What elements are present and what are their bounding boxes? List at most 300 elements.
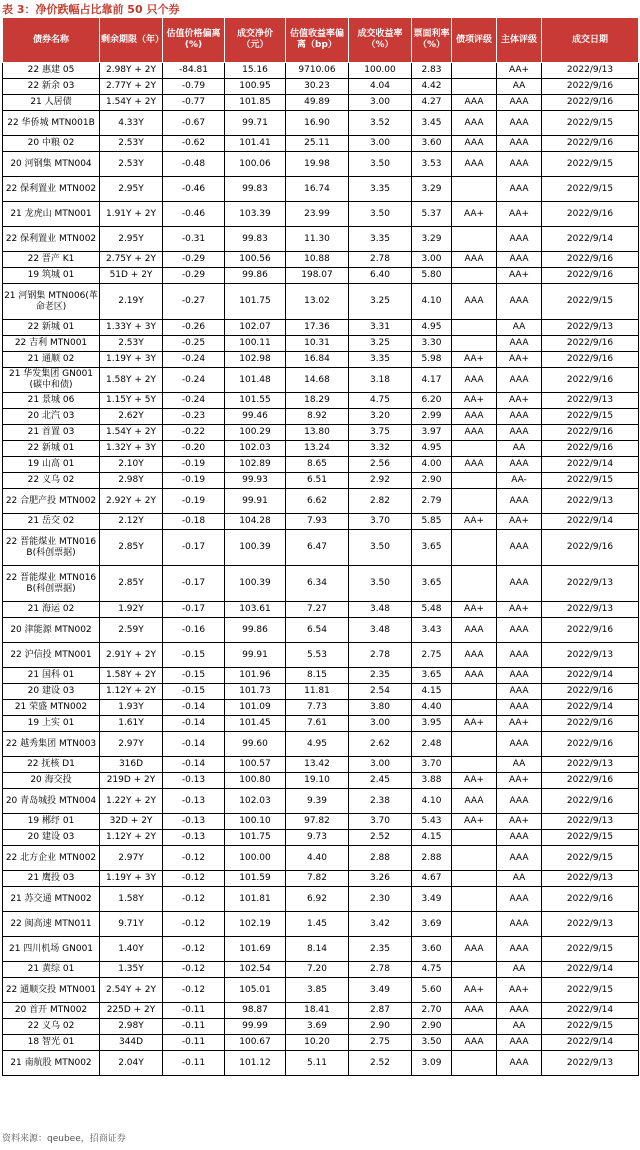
bond-name-cell: 21 景城 06	[3, 393, 100, 409]
trade-date-cell: 2022/9/16	[542, 352, 639, 368]
trade-yield-cell: 3.50	[349, 152, 412, 177]
coupon-rate-cell: 4.10	[412, 284, 452, 320]
trade-price-cell: 100.06	[225, 152, 286, 177]
trade-price-cell: 99.86	[225, 618, 286, 643]
coupon-rate-cell: 3.29	[412, 227, 452, 252]
price-deviation-cell: -0.14	[163, 700, 225, 716]
coupon-rate-cell: 4.42	[412, 79, 452, 95]
issuer-rating-cell: AA+	[497, 773, 542, 789]
table-row	[3, 79, 639, 95]
coupon-rate-cell: 5.60	[412, 978, 452, 1003]
price-deviation-cell: -0.29	[163, 268, 225, 284]
bond-name-cell: 21 南航股 MTN002	[3, 1051, 100, 1076]
price-deviation-cell: -0.12	[163, 962, 225, 978]
trade-price-cell: 99.91	[225, 489, 286, 514]
bond-name-cell: 21 岳交 02	[3, 514, 100, 530]
trade-price-cell: 99.83	[225, 177, 286, 202]
col-header-trade-price: 成交净价（元）	[225, 18, 286, 63]
yield-deviation-cell: 16.84	[286, 352, 349, 368]
trade-price-cell: 102.19	[225, 912, 286, 937]
coupon-rate-cell: 3.70	[412, 757, 452, 773]
table-row	[3, 95, 639, 111]
issue-rating-cell	[452, 177, 497, 202]
yield-deviation-cell: 16.90	[286, 111, 349, 136]
remaining-term-cell: 2.91Y + 2Y	[100, 643, 163, 668]
trade-price-cell: 101.48	[225, 368, 286, 393]
issuer-rating-cell: AA	[497, 79, 542, 95]
trade-yield-cell: 2.62	[349, 732, 412, 757]
issuer-rating-cell: AA-	[497, 473, 542, 489]
trade-price-cell: 99.71	[225, 111, 286, 136]
trade-date-cell: 2022/9/16	[542, 732, 639, 757]
bond-name-cell: 20 津能源 MTN002	[3, 618, 100, 643]
col-header-bond-name: 债券名称	[3, 18, 100, 63]
trade-price-cell: 102.03	[225, 789, 286, 814]
price-deviation-cell: -0.25	[163, 336, 225, 352]
remaining-term-cell: 4.33Y	[100, 111, 163, 136]
trade-date-cell: 2022/9/13	[542, 63, 639, 79]
issue-rating-cell	[452, 79, 497, 95]
issue-rating-cell	[452, 962, 497, 978]
price-deviation-cell: -0.13	[163, 830, 225, 846]
price-deviation-cell: -0.79	[163, 79, 225, 95]
trade-date-cell: 2022/9/15	[542, 284, 639, 320]
trade-yield-cell: 3.48	[349, 602, 412, 618]
table-row	[3, 887, 639, 912]
bond-name-cell: 22 新城 01	[3, 441, 100, 457]
yield-deviation-cell: 11.30	[286, 227, 349, 252]
header-row	[3, 18, 639, 63]
coupon-rate-cell: 4.17	[412, 368, 452, 393]
trade-price-cell: 100.67	[225, 1035, 286, 1051]
trade-price-cell: 101.85	[225, 95, 286, 111]
coupon-rate-cell: 6.20	[412, 393, 452, 409]
yield-deviation-cell: 10.20	[286, 1035, 349, 1051]
bond-name-cell: 20 北汽 03	[3, 409, 100, 425]
bond-name-cell: 21 黄综 01	[3, 962, 100, 978]
trade-price-cell: 100.57	[225, 757, 286, 773]
coupon-rate-cell: 2.88	[412, 846, 452, 871]
issue-rating-cell: AAA	[452, 284, 497, 320]
price-deviation-cell: -0.17	[163, 530, 225, 566]
yield-deviation-cell: 7.73	[286, 700, 349, 716]
trade-yield-cell: 3.00	[349, 136, 412, 152]
trade-price-cell: 103.39	[225, 202, 286, 227]
issuer-rating-cell: AAA	[497, 368, 542, 393]
table-row	[3, 978, 639, 1003]
table-row	[3, 1019, 639, 1035]
trade-date-cell: 2022/9/16	[542, 136, 639, 152]
trade-yield-cell: 3.31	[349, 320, 412, 336]
yield-deviation-cell: 6.92	[286, 887, 349, 912]
price-deviation-cell: -0.13	[163, 814, 225, 830]
trade-date-cell: 2022/9/16	[542, 684, 639, 700]
table-row	[3, 320, 639, 336]
issue-rating-cell	[452, 336, 497, 352]
coupon-rate-cell: 2.83	[412, 63, 452, 79]
table-row	[3, 425, 639, 441]
price-deviation-cell: -0.19	[163, 473, 225, 489]
remaining-term-cell: 2.85Y	[100, 530, 163, 566]
table-row	[3, 1051, 639, 1076]
trade-price-cell: 100.56	[225, 252, 286, 268]
trade-yield-cell: 2.35	[349, 937, 412, 962]
issue-rating-cell: AA+	[452, 514, 497, 530]
issuer-rating-cell: AA+	[497, 514, 542, 530]
yield-deviation-cell: 6.54	[286, 618, 349, 643]
issuer-rating-cell: AAA	[497, 1051, 542, 1076]
trade-date-cell: 2022/9/16	[542, 887, 639, 912]
trade-yield-cell: 3.52	[349, 111, 412, 136]
yield-deviation-cell: 9.73	[286, 830, 349, 846]
remaining-term-cell: 1.12Y + 2Y	[100, 830, 163, 846]
issuer-rating-cell: AA+	[497, 352, 542, 368]
remaining-term-cell: 2.95Y	[100, 177, 163, 202]
table-row	[3, 1035, 639, 1051]
yield-deviation-cell: 6.62	[286, 489, 349, 514]
trade-yield-cell: 3.48	[349, 618, 412, 643]
yield-deviation-cell: 1.45	[286, 912, 349, 937]
trade-yield-cell: 2.88	[349, 846, 412, 871]
trade-price-cell: 99.91	[225, 643, 286, 668]
issuer-rating-cell: AA+	[497, 602, 542, 618]
trade-date-cell: 2022/9/16	[542, 425, 639, 441]
trade-date-cell: 2022/9/15	[542, 846, 639, 871]
bond-name-cell: 22 抚核 D1	[3, 757, 100, 773]
trade-yield-cell: 3.32	[349, 441, 412, 457]
trade-price-cell: 98.87	[225, 1003, 286, 1019]
trade-yield-cell: 3.49	[349, 978, 412, 1003]
price-deviation-cell: -0.24	[163, 352, 225, 368]
issue-rating-cell	[452, 871, 497, 887]
issue-rating-cell	[452, 566, 497, 602]
bond-name-cell: 21 人居债	[3, 95, 100, 111]
issuer-rating-cell: AAA	[497, 912, 542, 937]
yield-deviation-cell: 19.10	[286, 773, 349, 789]
coupon-rate-cell: 5.37	[412, 202, 452, 227]
trade-price-cell: 101.41	[225, 136, 286, 152]
yield-deviation-cell: 14.68	[286, 368, 349, 393]
trade-date-cell: 2022/9/16	[542, 79, 639, 95]
trade-date-cell: 2022/9/13	[542, 602, 639, 618]
bond-name-cell: 22 晋产 K1	[3, 252, 100, 268]
remaining-term-cell: 2.62Y	[100, 409, 163, 425]
trade-date-cell: 2022/9/15	[542, 978, 639, 1003]
bond-name-cell: 21 河钢集 MTN006(革命老区)	[3, 284, 100, 320]
yield-deviation-cell: 13.42	[286, 757, 349, 773]
issue-rating-cell: AA+	[452, 602, 497, 618]
price-deviation-cell: -0.11	[163, 1019, 225, 1035]
coupon-rate-cell: 3.65	[412, 530, 452, 566]
trade-yield-cell: 3.42	[349, 912, 412, 937]
col-header-coupon-rate: 票面利率（%）	[412, 18, 452, 63]
trade-yield-cell: 2.78	[349, 643, 412, 668]
yield-deviation-cell: 4.40	[286, 846, 349, 871]
issuer-rating-cell: AAA	[497, 668, 542, 684]
coupon-rate-cell: 3.60	[412, 937, 452, 962]
col-header-issuer-rating: 主体评级	[497, 18, 542, 63]
issue-rating-cell	[452, 887, 497, 912]
table-row	[3, 962, 639, 978]
issue-rating-cell	[452, 441, 497, 457]
col-header-price-deviation: 估值价格偏离(%)	[163, 18, 225, 63]
trade-yield-cell: 2.56	[349, 457, 412, 473]
yield-deviation-cell: 5.11	[286, 1051, 349, 1076]
coupon-rate-cell: 3.53	[412, 152, 452, 177]
trade-date-cell: 2022/9/16	[542, 716, 639, 732]
price-deviation-cell: -0.15	[163, 668, 225, 684]
trade-price-cell: 105.01	[225, 978, 286, 1003]
remaining-term-cell: 2.77Y + 2Y	[100, 79, 163, 95]
trade-yield-cell: 2.78	[349, 962, 412, 978]
issue-rating-cell: AA+	[452, 352, 497, 368]
trade-price-cell: 100.10	[225, 814, 286, 830]
trade-price-cell: 104.28	[225, 514, 286, 530]
remaining-term-cell: 2.98Y	[100, 1019, 163, 1035]
issue-rating-cell: AA+	[452, 773, 497, 789]
table-row	[3, 202, 639, 227]
yield-deviation-cell: 17.36	[286, 320, 349, 336]
yield-deviation-cell: 10.88	[286, 252, 349, 268]
issuer-rating-cell: AA+	[497, 393, 542, 409]
remaining-term-cell: 2.97Y	[100, 846, 163, 871]
trade-price-cell: 100.11	[225, 336, 286, 352]
bond-name-cell: 22 越秀集团 MTN003	[3, 732, 100, 757]
trade-price-cell: 101.73	[225, 684, 286, 700]
coupon-rate-cell: 3.50	[412, 1035, 452, 1051]
trade-date-cell: 2022/9/16	[542, 789, 639, 814]
issue-rating-cell: AAA	[452, 136, 497, 152]
coupon-rate-cell: 5.85	[412, 514, 452, 530]
bond-name-cell: 22 晋能煤业 MTN016B(科创票据)	[3, 530, 100, 566]
bond-name-cell: 19 郴纾 01	[3, 814, 100, 830]
yield-deviation-cell: 13.80	[286, 425, 349, 441]
trade-price-cell: 99.86	[225, 268, 286, 284]
coupon-rate-cell: 4.67	[412, 871, 452, 887]
bond-name-cell: 22 义乌 02	[3, 473, 100, 489]
trade-price-cell: 101.81	[225, 887, 286, 912]
trade-date-cell: 2022/9/13	[542, 566, 639, 602]
trade-price-cell: 102.54	[225, 962, 286, 978]
col-header-trade-date: 成交日期	[542, 18, 639, 63]
yield-deviation-cell: 8.92	[286, 409, 349, 425]
coupon-rate-cell: 3.65	[412, 668, 452, 684]
coupon-rate-cell: 3.45	[412, 111, 452, 136]
issuer-rating-cell: AAA	[497, 409, 542, 425]
trade-yield-cell: 100.00	[349, 63, 412, 79]
table-row	[3, 937, 639, 962]
bond-name-cell: 20 海交投	[3, 773, 100, 789]
issuer-rating-cell: AAA	[497, 1003, 542, 1019]
table-row	[3, 789, 639, 814]
yield-deviation-cell: 7.27	[286, 602, 349, 618]
issue-rating-cell: AAA	[452, 368, 497, 393]
yield-deviation-cell: 4.95	[286, 732, 349, 757]
remaining-term-cell: 1.33Y + 3Y	[100, 320, 163, 336]
issuer-rating-cell: AA+	[497, 63, 542, 79]
bond-name-cell: 21 首置 03	[3, 425, 100, 441]
trade-yield-cell: 3.25	[349, 284, 412, 320]
trade-date-cell: 2022/9/13	[542, 489, 639, 514]
price-deviation-cell: -0.19	[163, 457, 225, 473]
coupon-rate-cell: 2.90	[412, 473, 452, 489]
trade-date-cell: 2022/9/14	[542, 668, 639, 684]
price-deviation-cell: -0.11	[163, 1035, 225, 1051]
remaining-term-cell: 2.92Y + 2Y	[100, 489, 163, 514]
trade-date-cell: 2022/9/15	[542, 152, 639, 177]
yield-deviation-cell: 19.98	[286, 152, 349, 177]
coupon-rate-cell: 2.48	[412, 732, 452, 757]
remaining-term-cell: 2.53Y	[100, 152, 163, 177]
trade-yield-cell: 3.00	[349, 95, 412, 111]
trade-yield-cell: 3.00	[349, 757, 412, 773]
issuer-rating-cell: AA+	[497, 268, 542, 284]
coupon-rate-cell: 3.95	[412, 716, 452, 732]
trade-yield-cell: 2.30	[349, 887, 412, 912]
trade-date-cell: 2022/9/15	[542, 111, 639, 136]
table-row	[3, 473, 639, 489]
price-deviation-cell: -0.26	[163, 320, 225, 336]
yield-deviation-cell: 11.81	[286, 684, 349, 700]
issue-rating-cell: AAA	[452, 1035, 497, 1051]
coupon-rate-cell: 3.69	[412, 912, 452, 937]
issue-rating-cell	[452, 227, 497, 252]
table-row	[3, 700, 639, 716]
bond-name-cell: 22 沪信投 MTN001	[3, 643, 100, 668]
trade-price-cell: 99.99	[225, 1019, 286, 1035]
yield-deviation-cell: 16.74	[286, 177, 349, 202]
issuer-rating-cell: AAA	[497, 336, 542, 352]
bond-name-cell: 21 鹰投 03	[3, 871, 100, 887]
trade-date-cell: 2022/9/15	[542, 409, 639, 425]
trade-price-cell: 99.46	[225, 409, 286, 425]
yield-deviation-cell: 6.47	[286, 530, 349, 566]
trade-yield-cell: 3.35	[349, 227, 412, 252]
price-deviation-cell: -0.17	[163, 602, 225, 618]
issue-rating-cell: AAA	[452, 1003, 497, 1019]
issuer-rating-cell: AAA	[497, 177, 542, 202]
trade-yield-cell: 2.45	[349, 773, 412, 789]
yield-deviation-cell: 30.23	[286, 79, 349, 95]
table-row	[3, 63, 639, 79]
remaining-term-cell: 225D + 2Y	[100, 1003, 163, 1019]
table-row	[3, 643, 639, 668]
yield-deviation-cell: 9.39	[286, 789, 349, 814]
trade-price-cell: 100.39	[225, 566, 286, 602]
issue-rating-cell	[452, 489, 497, 514]
issue-rating-cell: AA+	[452, 814, 497, 830]
issue-rating-cell	[452, 700, 497, 716]
remaining-term-cell: 32D + 2Y	[100, 814, 163, 830]
coupon-rate-cell: 4.15	[412, 684, 452, 700]
issue-rating-cell: AAA	[452, 95, 497, 111]
coupon-rate-cell: 3.09	[412, 1051, 452, 1076]
yield-deviation-cell: 23.99	[286, 202, 349, 227]
issuer-rating-cell: AAA	[497, 700, 542, 716]
col-header-trade-yield: 成交收益率（%）	[349, 18, 412, 63]
coupon-rate-cell: 5.43	[412, 814, 452, 830]
table-row	[3, 773, 639, 789]
yield-deviation-cell: 6.34	[286, 566, 349, 602]
issuer-rating-cell: AAA	[497, 789, 542, 814]
price-deviation-cell: -0.13	[163, 773, 225, 789]
issue-rating-cell	[452, 530, 497, 566]
bond-name-cell: 20 中粮 02	[3, 136, 100, 152]
issuer-rating-cell: AAA	[497, 284, 542, 320]
remaining-term-cell: 9.71Y	[100, 912, 163, 937]
trade-date-cell: 2022/9/15	[542, 937, 639, 962]
price-deviation-cell: -0.11	[163, 1051, 225, 1076]
issue-rating-cell	[452, 912, 497, 937]
bond-name-cell: 22 新城 01	[3, 320, 100, 336]
issue-rating-cell	[452, 63, 497, 79]
price-deviation-cell: -0.18	[163, 514, 225, 530]
yield-deviation-cell: 7.82	[286, 871, 349, 887]
issue-rating-cell: AAA	[452, 252, 497, 268]
issue-rating-cell: AAA	[452, 668, 497, 684]
trade-date-cell: 2022/9/16	[542, 268, 639, 284]
bond-name-cell: 20 建设 03	[3, 830, 100, 846]
coupon-rate-cell: 5.80	[412, 268, 452, 284]
bond-name-cell: 22 保利置业 MTN002	[3, 177, 100, 202]
remaining-term-cell: 2.98Y	[100, 473, 163, 489]
yield-deviation-cell: 97.82	[286, 814, 349, 830]
yield-deviation-cell: 7.61	[286, 716, 349, 732]
trade-yield-cell: 3.20	[349, 409, 412, 425]
issue-rating-cell	[452, 757, 497, 773]
issue-rating-cell	[452, 320, 497, 336]
issue-rating-cell: AAA	[452, 425, 497, 441]
trade-date-cell: 2022/9/13	[542, 814, 639, 830]
issuer-rating-cell: AAA	[497, 643, 542, 668]
yield-deviation-cell: 6.51	[286, 473, 349, 489]
trade-yield-cell: 2.54	[349, 684, 412, 700]
yield-deviation-cell: 18.41	[286, 1003, 349, 1019]
table-row	[3, 368, 639, 393]
price-deviation-cell: -0.23	[163, 409, 225, 425]
issuer-rating-cell: AAA	[497, 95, 542, 111]
remaining-term-cell: 1.61Y	[100, 716, 163, 732]
bond-name-cell: 22 义乌 02	[3, 1019, 100, 1035]
trade-yield-cell: 3.18	[349, 368, 412, 393]
coupon-rate-cell: 3.49	[412, 887, 452, 912]
trade-price-cell: 99.93	[225, 473, 286, 489]
trade-yield-cell: 2.52	[349, 1051, 412, 1076]
trade-date-cell: 2022/9/13	[542, 393, 639, 409]
bond-name-cell: 21 四川机场 GN001	[3, 937, 100, 962]
issuer-rating-cell: AA	[497, 441, 542, 457]
coupon-rate-cell: 3.60	[412, 136, 452, 152]
price-deviation-cell: -0.17	[163, 566, 225, 602]
trade-yield-cell: 3.50	[349, 530, 412, 566]
price-deviation-cell: -0.62	[163, 136, 225, 152]
remaining-term-cell: 1.32Y + 3Y	[100, 441, 163, 457]
trade-yield-cell: 6.40	[349, 268, 412, 284]
price-deviation-cell: -0.14	[163, 716, 225, 732]
trade-date-cell: 2022/9/16	[542, 618, 639, 643]
remaining-term-cell: 1.93Y	[100, 700, 163, 716]
yield-deviation-cell: 7.20	[286, 962, 349, 978]
table-row	[3, 111, 639, 136]
trade-price-cell: 101.75	[225, 284, 286, 320]
issue-rating-cell: AAA	[452, 457, 497, 473]
table-row	[3, 441, 639, 457]
remaining-term-cell: 316D	[100, 757, 163, 773]
trade-yield-cell: 3.00	[349, 716, 412, 732]
table-row	[3, 912, 639, 937]
table-row	[3, 152, 639, 177]
issuer-rating-cell: AAA	[497, 684, 542, 700]
